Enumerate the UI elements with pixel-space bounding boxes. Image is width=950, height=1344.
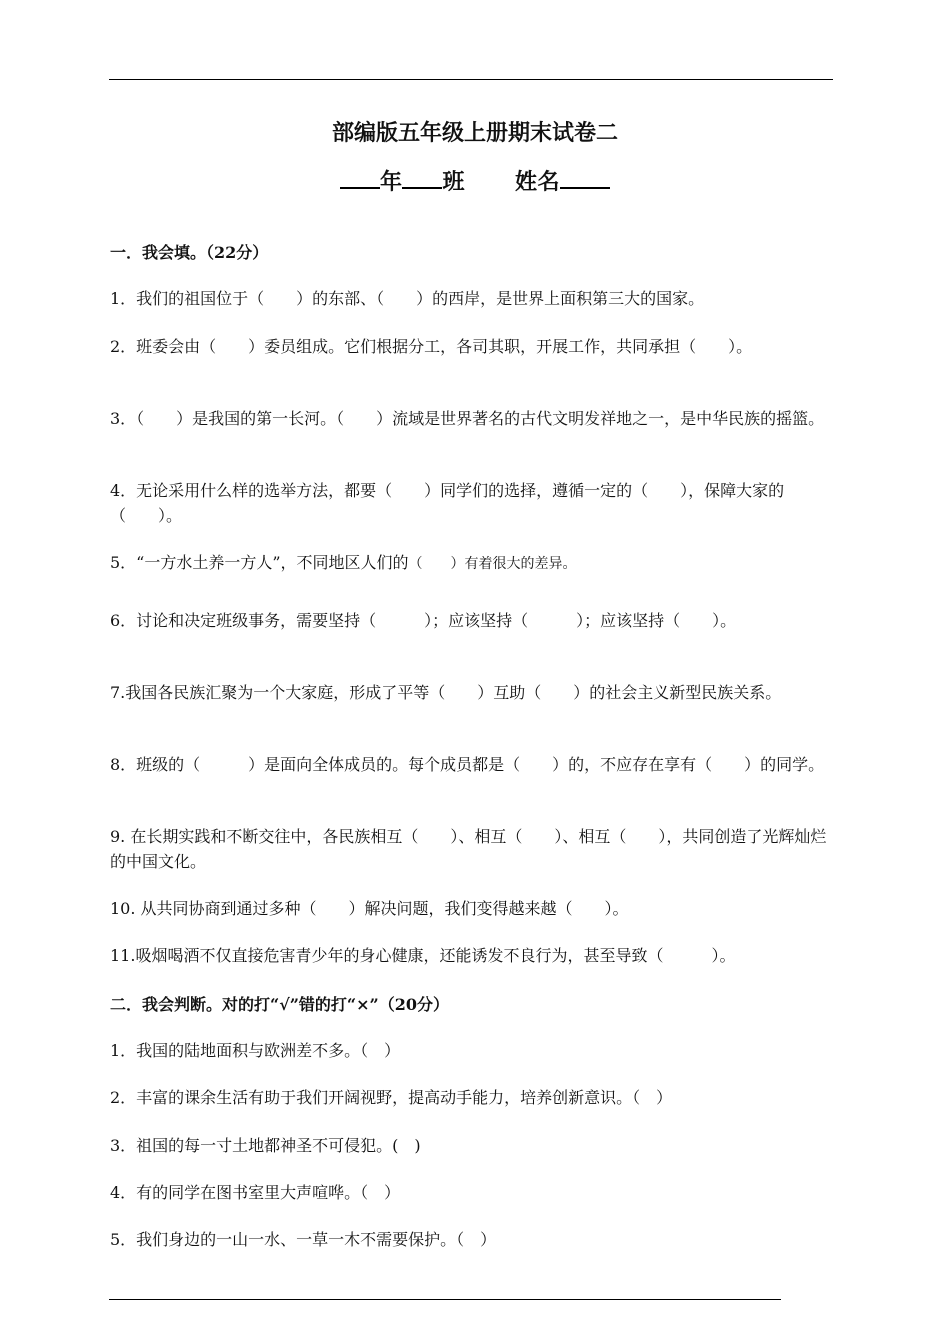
- question-item: 9. 在长期实践和不断交往中，各民族相互（ ）、相互（ ）、相互（ ），共同创造了光辉灿烂的中国文化。: [110, 827, 827, 871]
- question-item: 4．有的同学在图书室里大声喧哗。（ ）: [110, 1183, 401, 1202]
- student-info-line: [0, 165, 950, 196]
- question-item: 1．我国的陆地面积与欧洲差不多。（ ）: [110, 1041, 401, 1060]
- name-label: 姓名: [515, 169, 561, 195]
- header-rule: [109, 79, 833, 80]
- class-blank[interactable]: [402, 167, 442, 189]
- question-item: 8．班级的（ ）是面向全体成员的。每个成员都是（ ）的，不应存在享有（ ）的同学。: [110, 755, 825, 774]
- year-blank[interactable]: [340, 167, 380, 189]
- question-item: 6．讨论和决定班级事务，需要坚持（ ）；应该坚持（ ）；应该坚持（ ）。: [110, 611, 737, 630]
- section-heading: 二．我会判断。对的打“√”错的打“×”（20分）: [110, 995, 450, 1014]
- section-heading: 一．我会填。（22分）: [110, 243, 269, 262]
- question-item: 4．无论采用什么样的选举方法，都要（ ）同学们的选择，遵循一定的（ ），保障大家的（ ）。: [110, 481, 785, 525]
- question-item: [110, 550, 842, 577]
- footer-rule: [109, 1299, 781, 1300]
- name-blank[interactable]: [560, 167, 610, 189]
- question-item: 1．我们的祖国位于（ ）的东部、（ ）的西岸，是世界上面积第三大的国家。: [110, 289, 705, 308]
- class-label: 班: [442, 169, 465, 195]
- question-item: 2．班委会由（ ）委员组成。它们根据分工，各司其职，开展工作，共同承担（ ）。: [110, 337, 753, 356]
- question-text: 5．“一方水土养一方人”，不同地区人们的: [110, 553, 409, 572]
- question-item: 3．祖国的每一寸土地都神圣不可侵犯。( ): [110, 1136, 421, 1155]
- year-label: 年: [379, 169, 403, 195]
- question-item: 10. 从共同协商到通过多种（ ）解决问题，我们变得越来越（ ）。: [110, 899, 629, 918]
- question-item: 2．丰富的课余生活有助于我们开阔视野，提高动手能力，培养创新意识。（ ）: [110, 1088, 673, 1107]
- question-item: 5．我们身边的一山一水、一草一木不需要保护。（ ）: [110, 1230, 497, 1249]
- question-text-small: （ ）有着很大的差异。: [408, 556, 577, 572]
- question-item: 7.我国各民族汇聚为一个大家庭，形成了平等（ ）互助（ ）的社会主义新型民族关系。: [110, 683, 782, 702]
- question-item: 3．（ ）是我国的第一长河。（ ）流域是世界著名的古代文明发祥地之一，是中华民族的摇篮。: [110, 409, 825, 428]
- question-item: 11.吸烟喝酒不仅直接危害青少年的身心健康，还能诱发不良行为，甚至导致（ ）。: [110, 946, 736, 965]
- page-title: 部编版五年级上册期末试卷二: [331, 120, 618, 146]
